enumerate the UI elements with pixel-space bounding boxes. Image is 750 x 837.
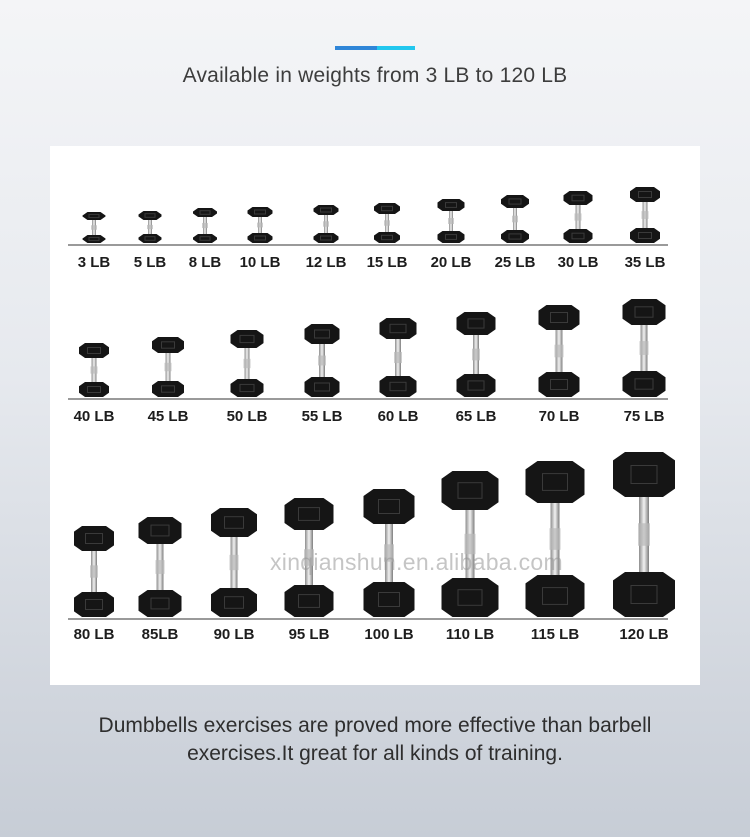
weight-label: 80 LB (73, 626, 115, 643)
weight-label: 75 LB (623, 408, 665, 425)
dumbbell-icon (54, 343, 134, 397)
weight-label: 3 LB (77, 254, 111, 271)
footer-line-2: exercises.It great for all kinds of training. (187, 742, 563, 765)
rack-line (68, 398, 668, 400)
dumbbell-icon (604, 299, 684, 397)
weight-label: 15 LB (366, 254, 408, 271)
dumbbell-icon (120, 517, 200, 617)
weight-label: 5 LB (133, 254, 167, 271)
weight-label: 30 LB (557, 254, 599, 271)
weight-label: 45 LB (147, 408, 189, 425)
weight-label: 115 LB (530, 626, 580, 643)
dumbbell-icon (207, 330, 287, 397)
weight-label: 85LB (141, 626, 179, 643)
footer-line-1: Dumbbells exercises are proved more effective than barbell (98, 714, 652, 737)
weight-label: 12 LB (305, 254, 347, 271)
accent-bar-right (377, 46, 415, 50)
weight-label: 90 LB (213, 626, 255, 643)
weight-label: 110 LB (445, 626, 495, 643)
weight-label: 50 LB (226, 408, 268, 425)
dumbbell-icon (358, 318, 438, 397)
dumbbell-icon (604, 452, 684, 617)
weight-label: 95 LB (288, 626, 330, 643)
accent-bar-left (335, 46, 377, 50)
weight-label: 10 LB (239, 254, 281, 271)
watermark: xinqianshun.en.alibaba.com (270, 549, 563, 575)
dumbbell-icon (430, 471, 510, 617)
footer-text (0, 712, 750, 768)
weight-label: 40 LB (73, 408, 115, 425)
dumbbell-icon (436, 312, 516, 397)
accent-bar (335, 46, 415, 50)
rack-line (68, 618, 668, 620)
weight-label: 55 LB (301, 408, 343, 425)
weight-label: 8 LB (188, 254, 222, 271)
weight-label: 25 LB (494, 254, 536, 271)
weight-label: 100 LB (364, 626, 414, 643)
rack-line (68, 244, 668, 246)
headline: Available in weights from 3 LB to 120 LB (182, 64, 568, 87)
dumbbell-icon (605, 187, 685, 243)
weight-label: 20 LB (430, 254, 472, 271)
dumbbell-icon (269, 498, 349, 617)
dumbbell-icon (282, 324, 362, 397)
dumbbell-icon (519, 305, 599, 397)
dumbbell-icon (515, 461, 595, 617)
dumbbell-chart-panel (50, 146, 700, 685)
weight-label: 65 LB (455, 408, 497, 425)
weight-label: 70 LB (538, 408, 580, 425)
weight-label: 35 LB (624, 254, 666, 271)
weight-label: 120 LB (619, 626, 669, 643)
dumbbell-icon (194, 508, 274, 617)
weight-label: 60 LB (377, 408, 419, 425)
dumbbell-icon (128, 337, 208, 397)
dumbbell-icon (349, 489, 429, 617)
